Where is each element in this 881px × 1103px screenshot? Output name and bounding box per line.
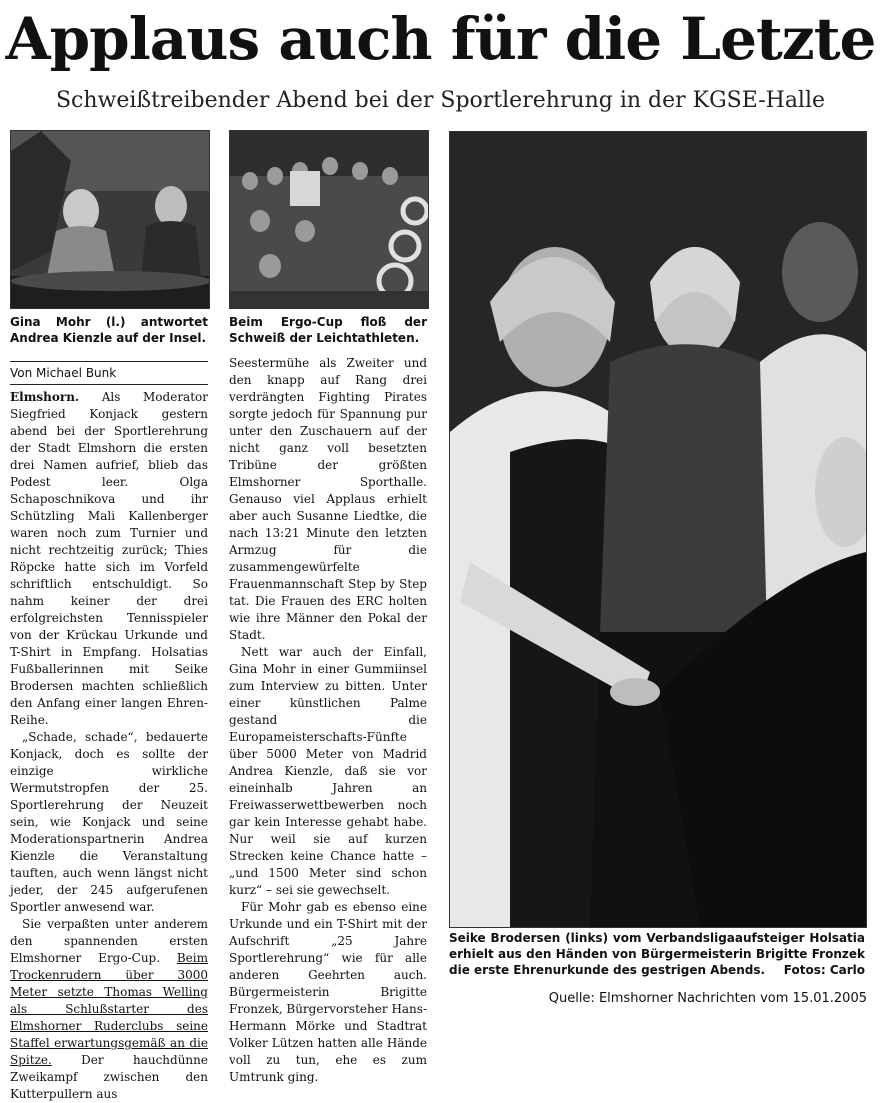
paragraph-1-text: Als Moderator Siegfried Konjack gestern abend bei der Sportlerehrung der Stadt Elmshorn die ersten drei Namen aufrief, blieb das Podest leer. Olga Schaposchnikova und ihr Schützling Mali Kallenberger waren noch zum Turnier und nicht rechtzeitig zurück; Thies Röpcke hatte sich im Vorfeld schriftlich entschuldigt. So nahm keiner der drei erfolgreichsten Tennisspieler von der Krückau Urkunde und T-Shirt in Empfang. Holsatias Fußballerinnen mit Seike Brodersen machten schließlich den Anfang einer langen Ehren-Reihe. <box>10 390 208 727</box>
source-note: Quelle: Elmshorner Nachrichten vom 15.01.2005 <box>548 991 867 1006</box>
paragraph-1 <box>10 389 208 729</box>
paragraph-3-end: Der hauchdünne Zweikampf zwischen den Kutterpullern aus <box>10 1053 208 1101</box>
photo-ergo-cup <box>229 130 429 309</box>
paragraph-5: Nett war auch der Einfall, Gina Mohr in einer Gummiinsel zum Interview zu bitten. Unter einer künstlichen Palme gestand die Europameisterschafts-Fünfte über 5000 Meter von Madrid Andrea Kienzle, daß sie vor eineinhalb Jahren an Freiwasserwettbewerben noch gar kein Interesse gehabt habe. Nur weil sie auf kurzen Strecken keine Chance hatte – „und 1500 Meter sind schon kurz“ – sei sie gewechselt. <box>229 645 427 897</box>
paragraph-3 <box>10 916 208 1103</box>
caption-photo-interview: Gina Mohr (l.) antwortet Andrea Kienzle auf der Insel. <box>10 315 208 345</box>
paragraph-3-underlined: Beim Trockenrudern über 3000 Meter setzte Thomas Welling als Schlußstarter des Elmshorner Ruderclubs seine Staffel erwartungsgemäß an die Spitze. <box>10 951 208 1067</box>
subheadline: Schweißtreibender Abend bei der Sportlerehrung in der KGSE-Halle <box>55 88 826 113</box>
photo-award-ceremony <box>449 131 867 928</box>
article-column-2 <box>229 355 427 1086</box>
caption-photo-award-ceremony <box>449 930 865 978</box>
paragraph-3-start: Sie verpaßten unter anderem den spannenden ersten Elmshorner Ergo-Cup. <box>10 917 208 965</box>
article-column-1 <box>10 389 208 1103</box>
caption-award-text: Seike Brodersen (links) vom Verbandsligaaufsteiger Holsatia erhielt aus den Händen von Bürgermeisterin Brigitte Fronzek die erste Ehrenurkunde des gestrigen Abends. <box>449 931 865 977</box>
paragraph-2: „Schade, schade“, bedauerte Konjack, doch es sollte der einzige wirkliche Wermutstropfen der 25. Sportlerehrung der Neuzeit sein, wie Konjack und seine Moderationspartnerin Andrea Kienzle die Veranstaltung tauften, auch wenn längst nicht jeder, der 245 aufgerufenen Sportler anwesend war. <box>10 730 208 914</box>
dateline: Elmshorn. <box>10 390 80 404</box>
photo-credit: Fotos: Carlo <box>783 963 865 977</box>
paragraph-4: Seestermühe als Zweiter und den knapp auf Rang drei verdrängten Fighting Pirates sorgte jedoch für Spannung pur unter den Zuschauern auf der nicht ganz voll besetzten Tribüne der größten Elmshorner Sporthalle. Genauso viel Applaus erhielt aber auch Susanne Liedtke, die nach 13:21 Minute den letzten Armzug für die zusammengewürfelte Frauenmannschaft Step by Step tat. Die Frauen des ERC holten wie ihre Männer den Pokal der Stadt. <box>229 356 427 642</box>
paragraph-6: Für Mohr gab es ebenso eine Urkunde und ein T-Shirt mit der Aufschrift „25 Jahre Sportlerehrung“ wie für alle anderen Geehrten auch. Bürgermeisterin Brigitte Fronzek, Bürgervorsteher Hans-Hermann Mörke und Stadtrat Volker Lützen hatten alle Hände voll zu tun, ehe es zum Umtrunk ging. <box>229 900 427 1084</box>
photo-interview <box>10 130 210 309</box>
byline: Von Michael Bunk <box>10 366 117 380</box>
byline-rule-bottom <box>10 384 208 385</box>
headline: Applaus auch für die Letzte <box>5 5 876 73</box>
byline-rule-top <box>10 361 208 362</box>
caption-photo-ergo-cup: Beim Ergo-Cup floß der Schweiß der Leichtathleten. <box>229 315 427 345</box>
